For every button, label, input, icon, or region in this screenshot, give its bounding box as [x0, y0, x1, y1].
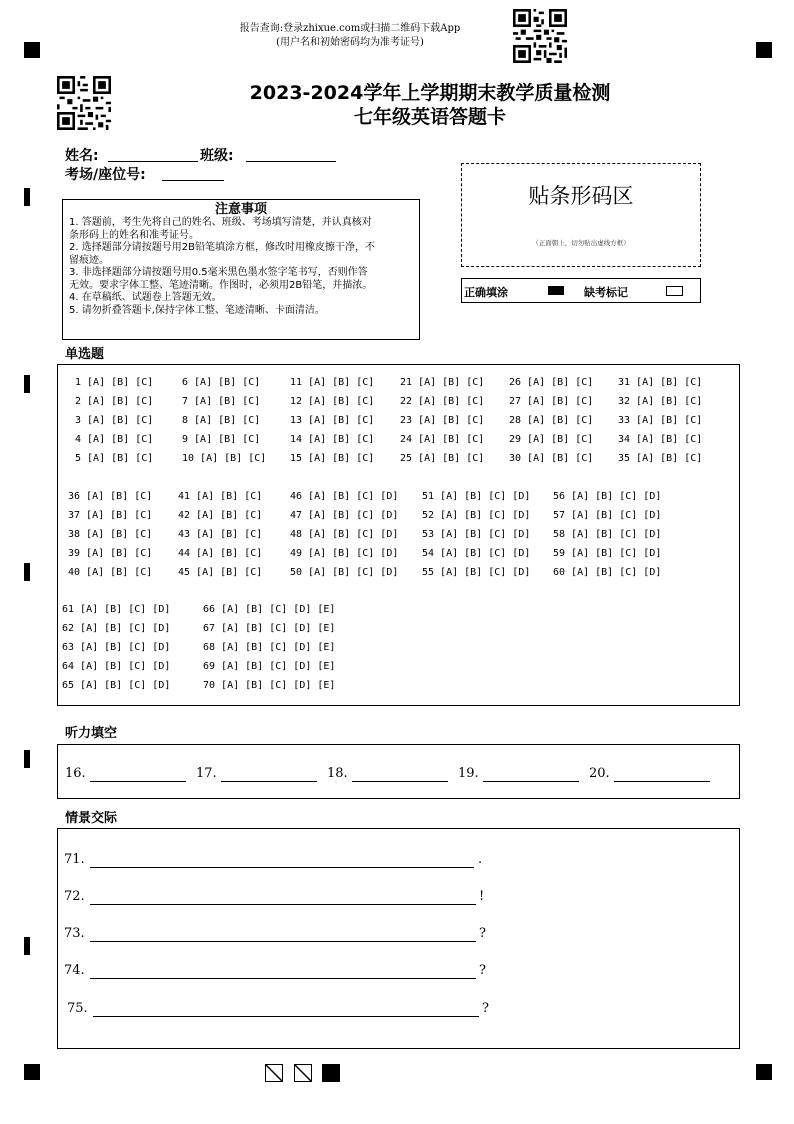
- timing-mark: [24, 375, 30, 393]
- dialogue-answer-line[interactable]: [90, 867, 474, 868]
- mc-question-row[interactable]: 23 [A] [B] [C]: [400, 415, 485, 426]
- mc-question-row[interactable]: 27 [A] [B] [C]: [509, 396, 594, 407]
- timing-mark: [24, 188, 30, 206]
- barcode-title: 贴条形码区: [528, 184, 634, 208]
- correct-fill-swatch: [548, 286, 564, 295]
- notice-line: 留痕迹。: [69, 254, 109, 266]
- mc-question-row[interactable]: 57 [A] [B] [C] [D]: [553, 510, 662, 521]
- listening-answer-box: [57, 744, 740, 799]
- notice-line: 无效。要求字体工整、笔迹清晰。作图时，必须用2B铅笔，并描浓。: [69, 279, 373, 291]
- alignment-mark: [24, 1064, 40, 1080]
- mc-question-row[interactable]: 15 [A] [B] [C]: [290, 453, 375, 464]
- listening-blank-line[interactable]: [221, 781, 317, 782]
- listening-blank-number: 18.: [327, 766, 348, 781]
- mc-question-row[interactable]: 65 [A] [B] [C] [D]: [62, 680, 171, 691]
- mc-question-row[interactable]: 51 [A] [B] [C] [D]: [422, 491, 531, 502]
- class-label: 班级:: [200, 148, 234, 164]
- mc-question-row[interactable]: 33 [A] [B] [C]: [618, 415, 703, 426]
- dialogue-end-punctuation: .: [478, 852, 483, 867]
- mc-question-row[interactable]: 7 [A] [B] [C]: [182, 396, 261, 407]
- listening-blank-line[interactable]: [352, 781, 448, 782]
- mc-question-row[interactable]: 69 [A] [B] [C] [D] [E]: [203, 661, 336, 672]
- mc-question-row[interactable]: 1 [A] [B] [C]: [75, 377, 154, 388]
- mc-question-row[interactable]: 3 [A] [B] [C]: [75, 415, 154, 426]
- mc-question-row[interactable]: 38 [A] [B] [C]: [68, 529, 153, 540]
- mc-question-row[interactable]: 48 [A] [B] [C] [D]: [290, 529, 399, 540]
- dialogue-item-number: 72.: [64, 889, 85, 904]
- mc-question-row[interactable]: 25 [A] [B] [C]: [400, 453, 485, 464]
- mc-question-row[interactable]: 26 [A] [B] [C]: [509, 377, 594, 388]
- mc-question-row[interactable]: 28 [A] [B] [C]: [509, 415, 594, 426]
- page-mark-empty-icon: [265, 1064, 283, 1082]
- name-label: 姓名:: [65, 148, 99, 164]
- timing-mark: [24, 750, 30, 768]
- notice-line: 3. 非选择题部分请按题号用0.5毫米黑色墨水签字笔书写，否则作答: [69, 267, 368, 278]
- mc-question-row[interactable]: 58 [A] [B] [C] [D]: [553, 529, 662, 540]
- dialogue-end-punctuation: ?: [479, 926, 486, 941]
- mc-question-row[interactable]: 45 [A] [B] [C]: [178, 567, 263, 578]
- mc-question-row[interactable]: 53 [A] [B] [C] [D]: [422, 529, 531, 540]
- mc-question-row[interactable]: 21 [A] [B] [C]: [400, 377, 485, 388]
- mc-question-row[interactable]: 60 [A] [B] [C] [D]: [553, 567, 662, 578]
- mc-question-row[interactable]: 59 [A] [B] [C] [D]: [553, 548, 662, 559]
- mc-question-row[interactable]: 37 [A] [B] [C]: [68, 510, 153, 521]
- mc-question-row[interactable]: 10 [A] [B] [C]: [182, 453, 267, 464]
- notice-line: 2. 选择题部分请按题号用2B铅笔填涂方框，修改时用橡皮擦干净，不: [69, 242, 375, 253]
- mc-question-row[interactable]: 63 [A] [B] [C] [D]: [62, 642, 171, 653]
- mc-question-row[interactable]: 35 [A] [B] [C]: [618, 453, 703, 464]
- page-subtitle: 七年级英语答题卡: [353, 106, 506, 128]
- mc-question-row[interactable]: 9 [A] [B] [C]: [182, 434, 261, 445]
- qr-code-icon: [57, 76, 111, 130]
- timing-mark: [24, 563, 30, 581]
- mc-question-row[interactable]: 67 [A] [B] [C] [D] [E]: [203, 623, 336, 634]
- listening-blank-number: 20.: [589, 766, 610, 781]
- mc-question-row[interactable]: 24 [A] [B] [C]: [400, 434, 485, 445]
- dialogue-answer-line[interactable]: [90, 978, 476, 979]
- mc-question-row[interactable]: 13 [A] [B] [C]: [290, 415, 375, 426]
- class-field[interactable]: [246, 161, 336, 162]
- page-mark-empty-icon: [294, 1064, 312, 1082]
- listening-blank-number: 17.: [196, 766, 217, 781]
- dialogue-end-punctuation: !: [479, 889, 485, 904]
- mc-question-row[interactable]: 39 [A] [B] [C]: [68, 548, 153, 559]
- account-line: (用户名和初始密码均为准考证号): [276, 37, 424, 48]
- listening-blank-line[interactable]: [483, 781, 579, 782]
- mc-question-row[interactable]: 42 [A] [B] [C]: [178, 510, 263, 521]
- mc-question-row[interactable]: 30 [A] [B] [C]: [509, 453, 594, 464]
- correct-fill-label: 正确填涂: [464, 286, 508, 299]
- mc-question-row[interactable]: 50 [A] [B] [C] [D]: [290, 567, 399, 578]
- alignment-mark: [756, 42, 772, 58]
- name-field[interactable]: [108, 161, 198, 162]
- mc-question-row[interactable]: 61 [A] [B] [C] [D]: [62, 604, 171, 615]
- dialogue-item-number: 71.: [64, 852, 85, 867]
- mc-question-row[interactable]: 32 [A] [B] [C]: [618, 396, 703, 407]
- page-mark-filled-icon: [322, 1064, 340, 1082]
- alignment-mark: [756, 1064, 772, 1080]
- notice-line: 4. 在草稿纸、试题卷上答题无效。: [69, 292, 222, 303]
- mc-answer-box: [57, 364, 740, 706]
- mc-question-row[interactable]: 68 [A] [B] [C] [D] [E]: [203, 642, 336, 653]
- fill-legend: [461, 278, 701, 303]
- listening-blank-number: 16.: [65, 766, 86, 781]
- report-query-note: [200, 22, 500, 50]
- seat-field[interactable]: [162, 180, 224, 181]
- mc-question-row[interactable]: 6 [A] [B] [C]: [182, 377, 261, 388]
- absent-mark-label: 缺考标记: [584, 286, 628, 299]
- mc-question-row[interactable]: 44 [A] [B] [C]: [178, 548, 263, 559]
- mc-question-row[interactable]: 22 [A] [B] [C]: [400, 396, 485, 407]
- notice-title: 注意事项: [214, 202, 267, 217]
- barcode-subtitle: （正面朝上，切勿贴出虚线方框）: [532, 239, 630, 247]
- listening-section-title: 听力填空: [65, 726, 118, 741]
- alignment-mark: [24, 42, 40, 58]
- mc-question-row[interactable]: 56 [A] [B] [C] [D]: [553, 491, 662, 502]
- page-title: 2023-2024学年上学期期末教学质量检测: [249, 82, 611, 104]
- mc-question-row[interactable]: 43 [A] [B] [C]: [178, 529, 263, 540]
- listening-blank-line[interactable]: [90, 781, 186, 782]
- mc-question-row[interactable]: 29 [A] [B] [C]: [509, 434, 594, 445]
- mc-question-row[interactable]: 52 [A] [B] [C] [D]: [422, 510, 531, 521]
- mc-question-row[interactable]: 49 [A] [B] [C] [D]: [290, 548, 399, 559]
- listening-blank-line[interactable]: [614, 781, 710, 782]
- mc-question-row[interactable]: 5 [A] [B] [C]: [75, 453, 154, 464]
- mc-question-row[interactable]: 40 [A] [B] [C]: [68, 567, 153, 578]
- mc-question-row[interactable]: 66 [A] [B] [C] [D] [E]: [203, 604, 336, 615]
- dialogue-answer-box: [57, 828, 740, 1049]
- notice-line: 5. 请勿折叠答题卡,保持字体工整、笔迹清晰、卡面清洁。: [69, 304, 325, 316]
- mc-question-row[interactable]: 46 [A] [B] [C] [D]: [290, 491, 399, 502]
- mc-question-row[interactable]: 11 [A] [B] [C]: [290, 377, 375, 388]
- dialogue-end-punctuation: ?: [482, 1001, 489, 1016]
- notice-line: 条形码上的姓名和准考证号。: [69, 229, 199, 241]
- dialogue-answer-line[interactable]: [90, 904, 476, 905]
- login-line: 报告查询:登录zhixue.com或扫描二维码下载App: [239, 23, 461, 34]
- mc-question-row[interactable]: 4 [A] [B] [C]: [75, 434, 154, 445]
- listening-blank-number: 19.: [458, 766, 479, 781]
- qr-code-icon: [513, 9, 567, 63]
- mc-question-row[interactable]: 47 [A] [B] [C] [D]: [290, 510, 399, 521]
- mc-question-row[interactable]: 31 [A] [B] [C]: [618, 377, 703, 388]
- mc-question-row[interactable]: 8 [A] [B] [C]: [182, 415, 261, 426]
- mc-question-row[interactable]: 12 [A] [B] [C]: [290, 396, 375, 407]
- dialogue-item-number: 73.: [64, 926, 85, 941]
- dialogue-section-title: 情景交际: [65, 811, 118, 826]
- mc-question-row[interactable]: 34 [A] [B] [C]: [618, 434, 703, 445]
- mc-question-row[interactable]: 41 [A] [B] [C]: [178, 491, 263, 502]
- dialogue-item-number: 75.: [67, 1001, 88, 1016]
- mc-question-row[interactable]: 54 [A] [B] [C] [D]: [422, 548, 531, 559]
- notice-line: 1. 答题前，考生先将自己的姓名、班级、考场填写清楚，并认真核对: [69, 217, 372, 228]
- absent-mark-checkbox[interactable]: [666, 286, 683, 296]
- mc-question-row[interactable]: 64 [A] [B] [C] [D]: [62, 661, 171, 672]
- mc-question-row[interactable]: 70 [A] [B] [C] [D] [E]: [203, 680, 336, 691]
- seat-label: 考场/座位号:: [65, 167, 146, 183]
- mc-section-title: 单选题: [65, 347, 105, 362]
- mc-question-row[interactable]: 2 [A] [B] [C]: [75, 396, 154, 407]
- timing-mark: [24, 937, 30, 955]
- mc-question-row[interactable]: 14 [A] [B] [C]: [290, 434, 375, 445]
- barcode-area: [461, 163, 701, 267]
- dialogue-answer-line[interactable]: [90, 941, 476, 942]
- mc-question-row[interactable]: 36 [A] [B] [C]: [68, 491, 153, 502]
- mc-question-row[interactable]: 62 [A] [B] [C] [D]: [62, 623, 171, 634]
- dialogue-end-punctuation: ?: [479, 963, 486, 978]
- dialogue-item-number: 74.: [64, 963, 85, 978]
- notice-box: [62, 199, 420, 340]
- mc-question-row[interactable]: 55 [A] [B] [C] [D]: [422, 567, 531, 578]
- dialogue-answer-line[interactable]: [93, 1016, 479, 1017]
